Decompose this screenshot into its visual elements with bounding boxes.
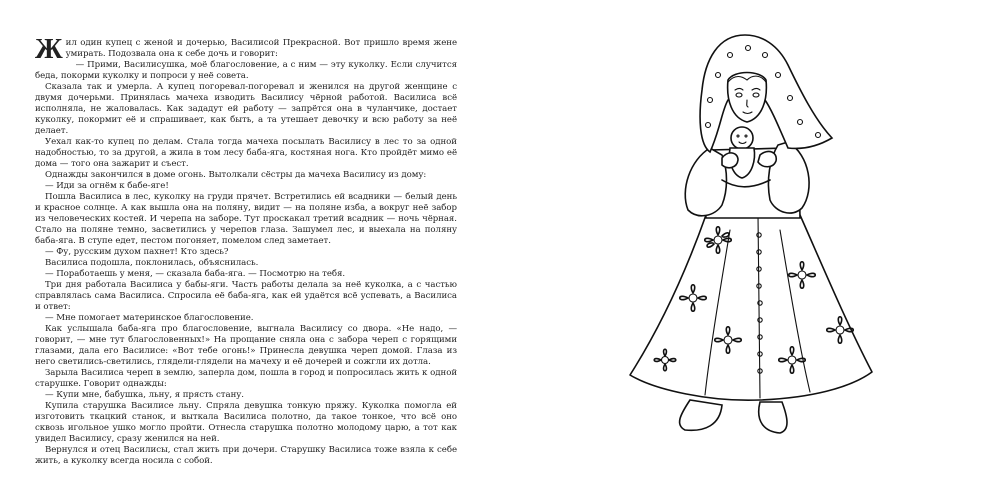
left-sleeve	[685, 148, 726, 216]
skirt	[630, 215, 872, 400]
story-paragraph: Зарыла Василиса череп в землю, заперла дом, пошла в город и попросилась жить к одной старушке. Говорит однажды:	[35, 368, 457, 389]
story-paragraph: — Поработаешь у меня, — сказала баба-яга. — Посмотрю на тебя.	[45, 269, 346, 279]
story-paragraph: Три дня работала Василиса у бабы-яги. Часть работы делала за неё куколка, а с частью справлялась сама Василиса. Спросила её баба-яга, как ей удаётся всё успевать, а Василиса и ответ:	[35, 280, 457, 312]
drop-cap: Ж	[35, 34, 63, 65]
story-paragraph: Купила старушка Василисе льну. Спряла девушка тонкую пряжу. Куколка помогла ей изготовить ткацкий станок, и выткала Василиса полотно, да такое тонкое, что всё оно сквозь игольное ушко могло пройти. Отнесла старушка полотно молодому царю, а тот как увидел Василису, сразу женился на ней.	[35, 401, 457, 444]
story-paragraph: Однажды закончился в доме огонь. Вытолкали сёстры да мачеха Василису из дому:	[45, 170, 427, 180]
story-paragraph: — Фу, русским духом пахнет! Кто здесь?	[45, 247, 229, 257]
story-paragraph: Уехал как-то купец по делам. Стала тогда мачеха посылать Василису в лес то за одной надобностью, то за другой, а жила в том лесу баба-яга, костяная нога. Кто пройдёт мимо её дома — того она зажарит и съест.	[35, 137, 457, 169]
girl-with-doll-illustration	[610, 30, 890, 485]
story-paragraph: Пошла Василиса в лес, куколку на груди прячет. Встретились ей всадники — белый день и красное солнце. А как вышла она на поляну, видит — на поляне изба, а вокруг неё забор из человеческих костей. И черепа на заборе. Тут проскакал третий всадник — ночь чёрная. Стало на поляне темно, засветились у черепов глаза. Зашумел лес, и выехала на поляну баба-яга. В ступе едет, пестом погоняет, помелом след заметает.	[35, 192, 457, 246]
skirt-flowers	[654, 227, 853, 374]
story-paragraph: — Купи мне, бабушка, льну, я прясть стану.	[45, 390, 244, 400]
story-paragraph: Сказала так и умерла. А купец погоревал-погоревал и женился на другой женщине с двумя дочерьми. Принялась мачеха изводить Василису чёрной работой. Василиса всё исполняла, не жаловалась. Как зададут ей работу — запрётся она в чуланчике, достает куколку, покормит её и спрашивает, как быть, а та утешает девочку и всю работу за неё делает.	[35, 82, 457, 136]
story-paragraph: Как услышала баба-яга про благословение, выгнала Василису со двора. «Не надо, — говорит, — мне тут благословенных!» На прощание сняла она с забора череп с горящими глазами, дала его Василисе: «Вот тебе огонь!» Принесла девушка череп домой. Глаза из него светились-светились, глядели-глядели на мачеху и её дочерей и сожгли их дотла.	[35, 324, 457, 367]
story-paragraph: — Мне помогает материнское благословение.	[45, 313, 254, 323]
story-paragraph: — Прими, Василисушка, моё благословение, а с ним — эту куколку. Если случится беда, покорми куколку и попроси у неё совета.	[35, 60, 457, 81]
left-boot	[680, 400, 722, 430]
left-hand	[722, 153, 738, 168]
right-boot	[759, 402, 787, 433]
story-paragraph: Василиса подошла, поклонилась, объяснилась.	[45, 258, 259, 268]
right-hand	[758, 151, 776, 166]
story-text	[35, 34, 457, 467]
story-paragraph: — Иди за огнём к бабе-яге!	[45, 181, 169, 191]
story-paragraph: Вернулся и отец Василисы, стал жить при дочери. Старушку Василиса тоже взяла к себе жить, а куколку всегда носила с собой.	[35, 445, 457, 466]
coloring-drawing	[610, 30, 890, 485]
story-paragraph: Жил один купец с женой и дочерью, Василисой Прекрасной. Вот пришло время жене умирать. Подозвала она к себе дочь и говорит:	[35, 34, 457, 65]
